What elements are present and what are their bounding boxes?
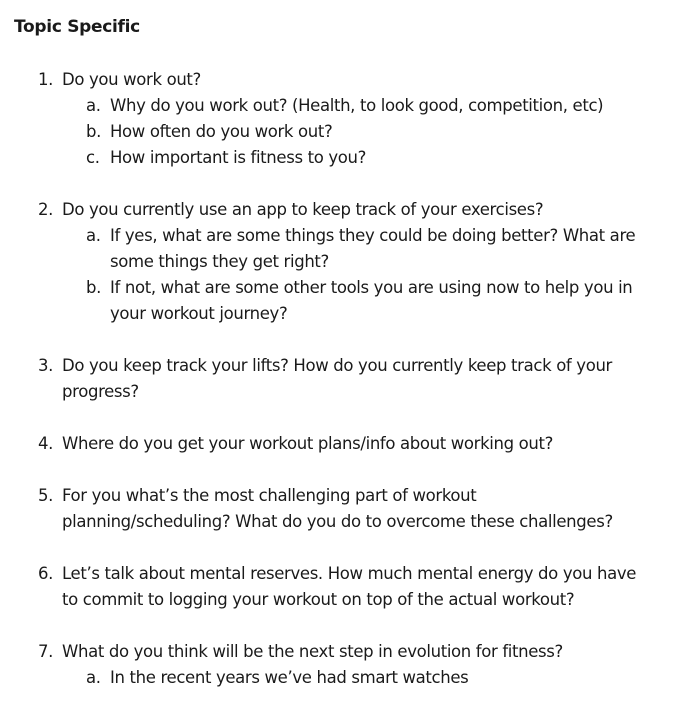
subitem-letter: c. [86,148,100,167]
question-text: Let’s talk about mental reserves. How much mental energy do you have [62,564,637,583]
question-text: Do you currently use an app to keep track of your exercises? [62,200,544,219]
subitem-letter: a. [86,668,101,687]
subitem-text: How often do you work out? [110,122,333,141]
section-heading: Topic Specific [14,17,140,37]
question-text: Do you keep track your lifts? How do you currently keep track of your [62,356,612,375]
subitem-text-continued: your workout journey? [110,304,288,323]
question-number: 4. [38,434,54,453]
question-number: 6. [38,564,54,583]
question-text: Where do you get your workout plans/info about working out? [62,434,554,453]
question-text-continued: progress? [62,382,139,401]
subitem-text: Why do you work out? (Health, to look good, competition, etc) [110,96,604,115]
subitem-text: In the recent years we’ve had smart watches [110,668,469,687]
question-text: Do you work out? [62,70,201,89]
question-number: 3. [38,356,54,375]
question-text: What do you think will be the next step in evolution for fitness? [62,642,563,661]
question-number: 7. [38,642,54,661]
subitem-text-continued: some things they get right? [110,252,329,271]
question-text-continued: to commit to logging your workout on top of the actual workout? [62,590,575,609]
subitem-text: If not, what are some other tools you are using now to help you in [110,278,633,297]
subitem-letter: a. [86,226,101,245]
subitem-letter: b. [86,122,102,141]
question-text-continued: planning/scheduling? What do you do to overcome these challenges? [62,512,613,531]
question-number: 5. [38,486,54,505]
subitem-text: If yes, what are some things they could be doing better? What are [110,226,636,245]
subitem-text: How important is fitness to you? [110,148,367,167]
question-number: 2. [38,200,54,219]
question-text: For you what’s the most challenging part of workout [62,486,477,505]
subitem-letter: b. [86,278,102,297]
subitem-letter: a. [86,96,101,115]
question-number: 1. [38,70,54,89]
